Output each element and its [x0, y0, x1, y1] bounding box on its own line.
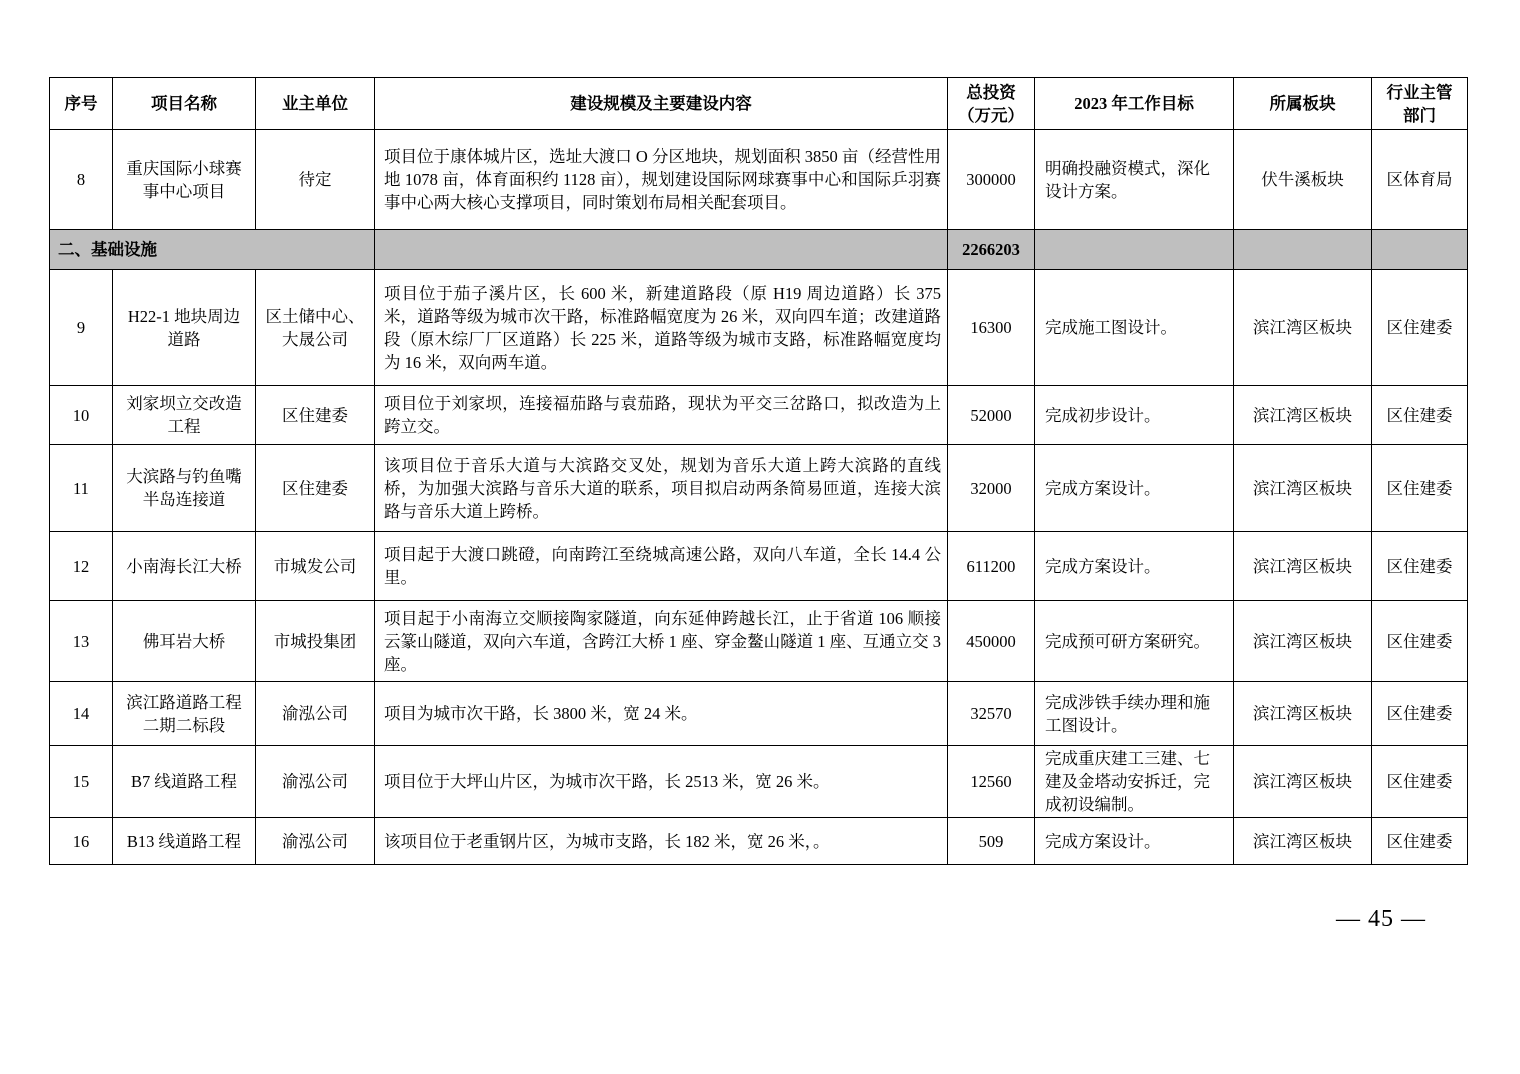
cell-sector: 滨江湾区板块 [1234, 532, 1372, 601]
cell-invest: 300000 [948, 130, 1035, 230]
cell-goal: 明确投融资模式，深化设计方案。 [1035, 130, 1234, 230]
cell-dept: 区住建委 [1372, 445, 1468, 532]
cell-dept: 区住建委 [1372, 386, 1468, 445]
header-owner: 业主单位 [256, 78, 375, 130]
cell-name: 重庆国际小球赛事中心项目 [113, 130, 256, 230]
project-table [49, 77, 1468, 865]
cell-content: 项目位于茄子溪片区，长 600 米，新建道路段（原 H19 周边道路）长 375 米，道路等级为城市次干路，标准路幅宽度为 26 米，双向四车道；改建道路段（原木综厂厂区道路）长 225 米，道路等级为城市支路，标准路幅宽度均为 16 米，双向两车道。 [375, 270, 948, 386]
cell-invest: 52000 [948, 386, 1035, 445]
cell-name: B13 线道路工程 [113, 818, 256, 865]
cell-seq: 8 [50, 130, 113, 230]
header-name: 项目名称 [113, 78, 256, 130]
cell-content: 项目起于大渡口跳磴，向南跨江至绕城高速公路，双向八车道，全长 14.4 公里。 [375, 532, 948, 601]
cell-dept: 区住建委 [1372, 601, 1468, 682]
cell-sector: 滨江湾区板块 [1234, 746, 1372, 818]
table-header-row [50, 78, 1468, 130]
cell-invest: 611200 [948, 532, 1035, 601]
cell-invest: 509 [948, 818, 1035, 865]
cell-invest: 32000 [948, 445, 1035, 532]
cell-invest: 32570 [948, 682, 1035, 746]
cell-seq: 11 [50, 445, 113, 532]
cell-sector: 滨江湾区板块 [1234, 818, 1372, 865]
table-row [50, 601, 1468, 682]
cell-name: 大滨路与钓鱼嘴半岛连接道 [113, 445, 256, 532]
cell-seq: 12 [50, 532, 113, 601]
cell-dept: 区住建委 [1372, 818, 1468, 865]
cell-sector: 伏牛溪板块 [1234, 130, 1372, 230]
header-dept: 行业主管部门 [1372, 78, 1468, 130]
cell-owner: 市城投集团 [256, 601, 375, 682]
cell-seq: 14 [50, 682, 113, 746]
cell-dept: 区体育局 [1372, 130, 1468, 230]
cell-sector: 滨江湾区板块 [1234, 445, 1372, 532]
cell-invest: 12560 [948, 746, 1035, 818]
cell-content: 项目为城市次干路，长 3800 米，宽 24 米。 [375, 682, 948, 746]
cell-content: 项目起于小南海立交顺接陶家隧道，向东延伸跨越长江，止于省道 106 顺接云篆山隧道，双向六车道，含跨江大桥 1 座、穿金鳌山隧道 1 座、互通立交 3 座。 [375, 601, 948, 682]
category-invest: 2266203 [948, 230, 1035, 270]
cell-goal: 完成方案设计。 [1035, 532, 1234, 601]
table-row [50, 130, 1468, 230]
page-number: — 45 — [1336, 906, 1426, 932]
table-row [50, 818, 1468, 865]
category-row [50, 230, 1468, 270]
category-empty [1035, 230, 1234, 270]
cell-seq: 13 [50, 601, 113, 682]
cell-goal: 完成方案设计。 [1035, 818, 1234, 865]
cell-content: 项目位于大坪山片区，为城市次干路，长 2513 米，宽 26 米。 [375, 746, 948, 818]
cell-name: H22-1 地块周边道路 [113, 270, 256, 386]
cell-dept: 区住建委 [1372, 270, 1468, 386]
cell-name: 佛耳岩大桥 [113, 601, 256, 682]
cell-name: 刘家坝立交改造工程 [113, 386, 256, 445]
cell-owner: 渝泓公司 [256, 746, 375, 818]
cell-content: 该项目位于音乐大道与大滨路交叉处，规划为音乐大道上跨大滨路的直线桥，为加强大滨路与音乐大道的联系，项目拟启动两条简易匝道，连接大滨路与音乐大道上跨桥。 [375, 445, 948, 532]
header-invest: 总投资（万元） [948, 78, 1035, 130]
cell-goal: 完成预可研方案研究。 [1035, 601, 1234, 682]
cell-invest: 16300 [948, 270, 1035, 386]
cell-goal: 完成施工图设计。 [1035, 270, 1234, 386]
cell-seq: 15 [50, 746, 113, 818]
table-row [50, 682, 1468, 746]
cell-owner: 区住建委 [256, 386, 375, 445]
cell-sector: 滨江湾区板块 [1234, 682, 1372, 746]
table-row [50, 386, 1468, 445]
category-empty [1372, 230, 1468, 270]
category-empty [1234, 230, 1372, 270]
cell-name: 小南海长江大桥 [113, 532, 256, 601]
table-row [50, 445, 1468, 532]
header-content: 建设规模及主要建设内容 [375, 78, 948, 130]
table-row [50, 746, 1468, 818]
header-sector: 所属板块 [1234, 78, 1372, 130]
header-goal: 2023 年工作目标 [1035, 78, 1234, 130]
cell-content: 项目位于刘家坝，连接福茄路与袁茄路，现状为平交三岔路口，拟改造为上跨立交。 [375, 386, 948, 445]
cell-owner: 渝泓公司 [256, 818, 375, 865]
cell-name: B7 线道路工程 [113, 746, 256, 818]
cell-owner: 待定 [256, 130, 375, 230]
cell-owner: 区土储中心、大晟公司 [256, 270, 375, 386]
cell-seq: 9 [50, 270, 113, 386]
cell-goal: 完成方案设计。 [1035, 445, 1234, 532]
cell-owner: 区住建委 [256, 445, 375, 532]
cell-dept: 区住建委 [1372, 746, 1468, 818]
cell-sector: 滨江湾区板块 [1234, 601, 1372, 682]
cell-goal: 完成涉铁手续办理和施工图设计。 [1035, 682, 1234, 746]
cell-dept: 区住建委 [1372, 532, 1468, 601]
cell-goal: 完成重庆建工三建、七建及金塔动安拆迁，完成初设编制。 [1035, 746, 1234, 818]
cell-goal: 完成初步设计。 [1035, 386, 1234, 445]
cell-owner: 渝泓公司 [256, 682, 375, 746]
category-label: 二、基础设施 [50, 230, 375, 270]
cell-sector: 滨江湾区板块 [1234, 386, 1372, 445]
table-row [50, 270, 1468, 386]
cell-seq: 10 [50, 386, 113, 445]
cell-dept: 区住建委 [1372, 682, 1468, 746]
cell-invest: 450000 [948, 601, 1035, 682]
cell-content: 该项目位于老重钢片区，为城市支路，长 182 米，宽 26 米，。 [375, 818, 948, 865]
category-empty [375, 230, 948, 270]
cell-name: 滨江路道路工程二期二标段 [113, 682, 256, 746]
cell-sector: 滨江湾区板块 [1234, 270, 1372, 386]
header-seq: 序号 [50, 78, 113, 130]
cell-seq: 16 [50, 818, 113, 865]
cell-owner: 市城发公司 [256, 532, 375, 601]
cell-content: 项目位于康体城片区，选址大渡口 O 分区地块，规划面积 3850 亩（经营性用地 1078 亩，体育面积约 1128 亩），规划建设国际网球赛事中心和国际乒羽赛事中心两大核心支撑项目，同时策划布局相关配套项目。 [375, 130, 948, 230]
table-row [50, 532, 1468, 601]
